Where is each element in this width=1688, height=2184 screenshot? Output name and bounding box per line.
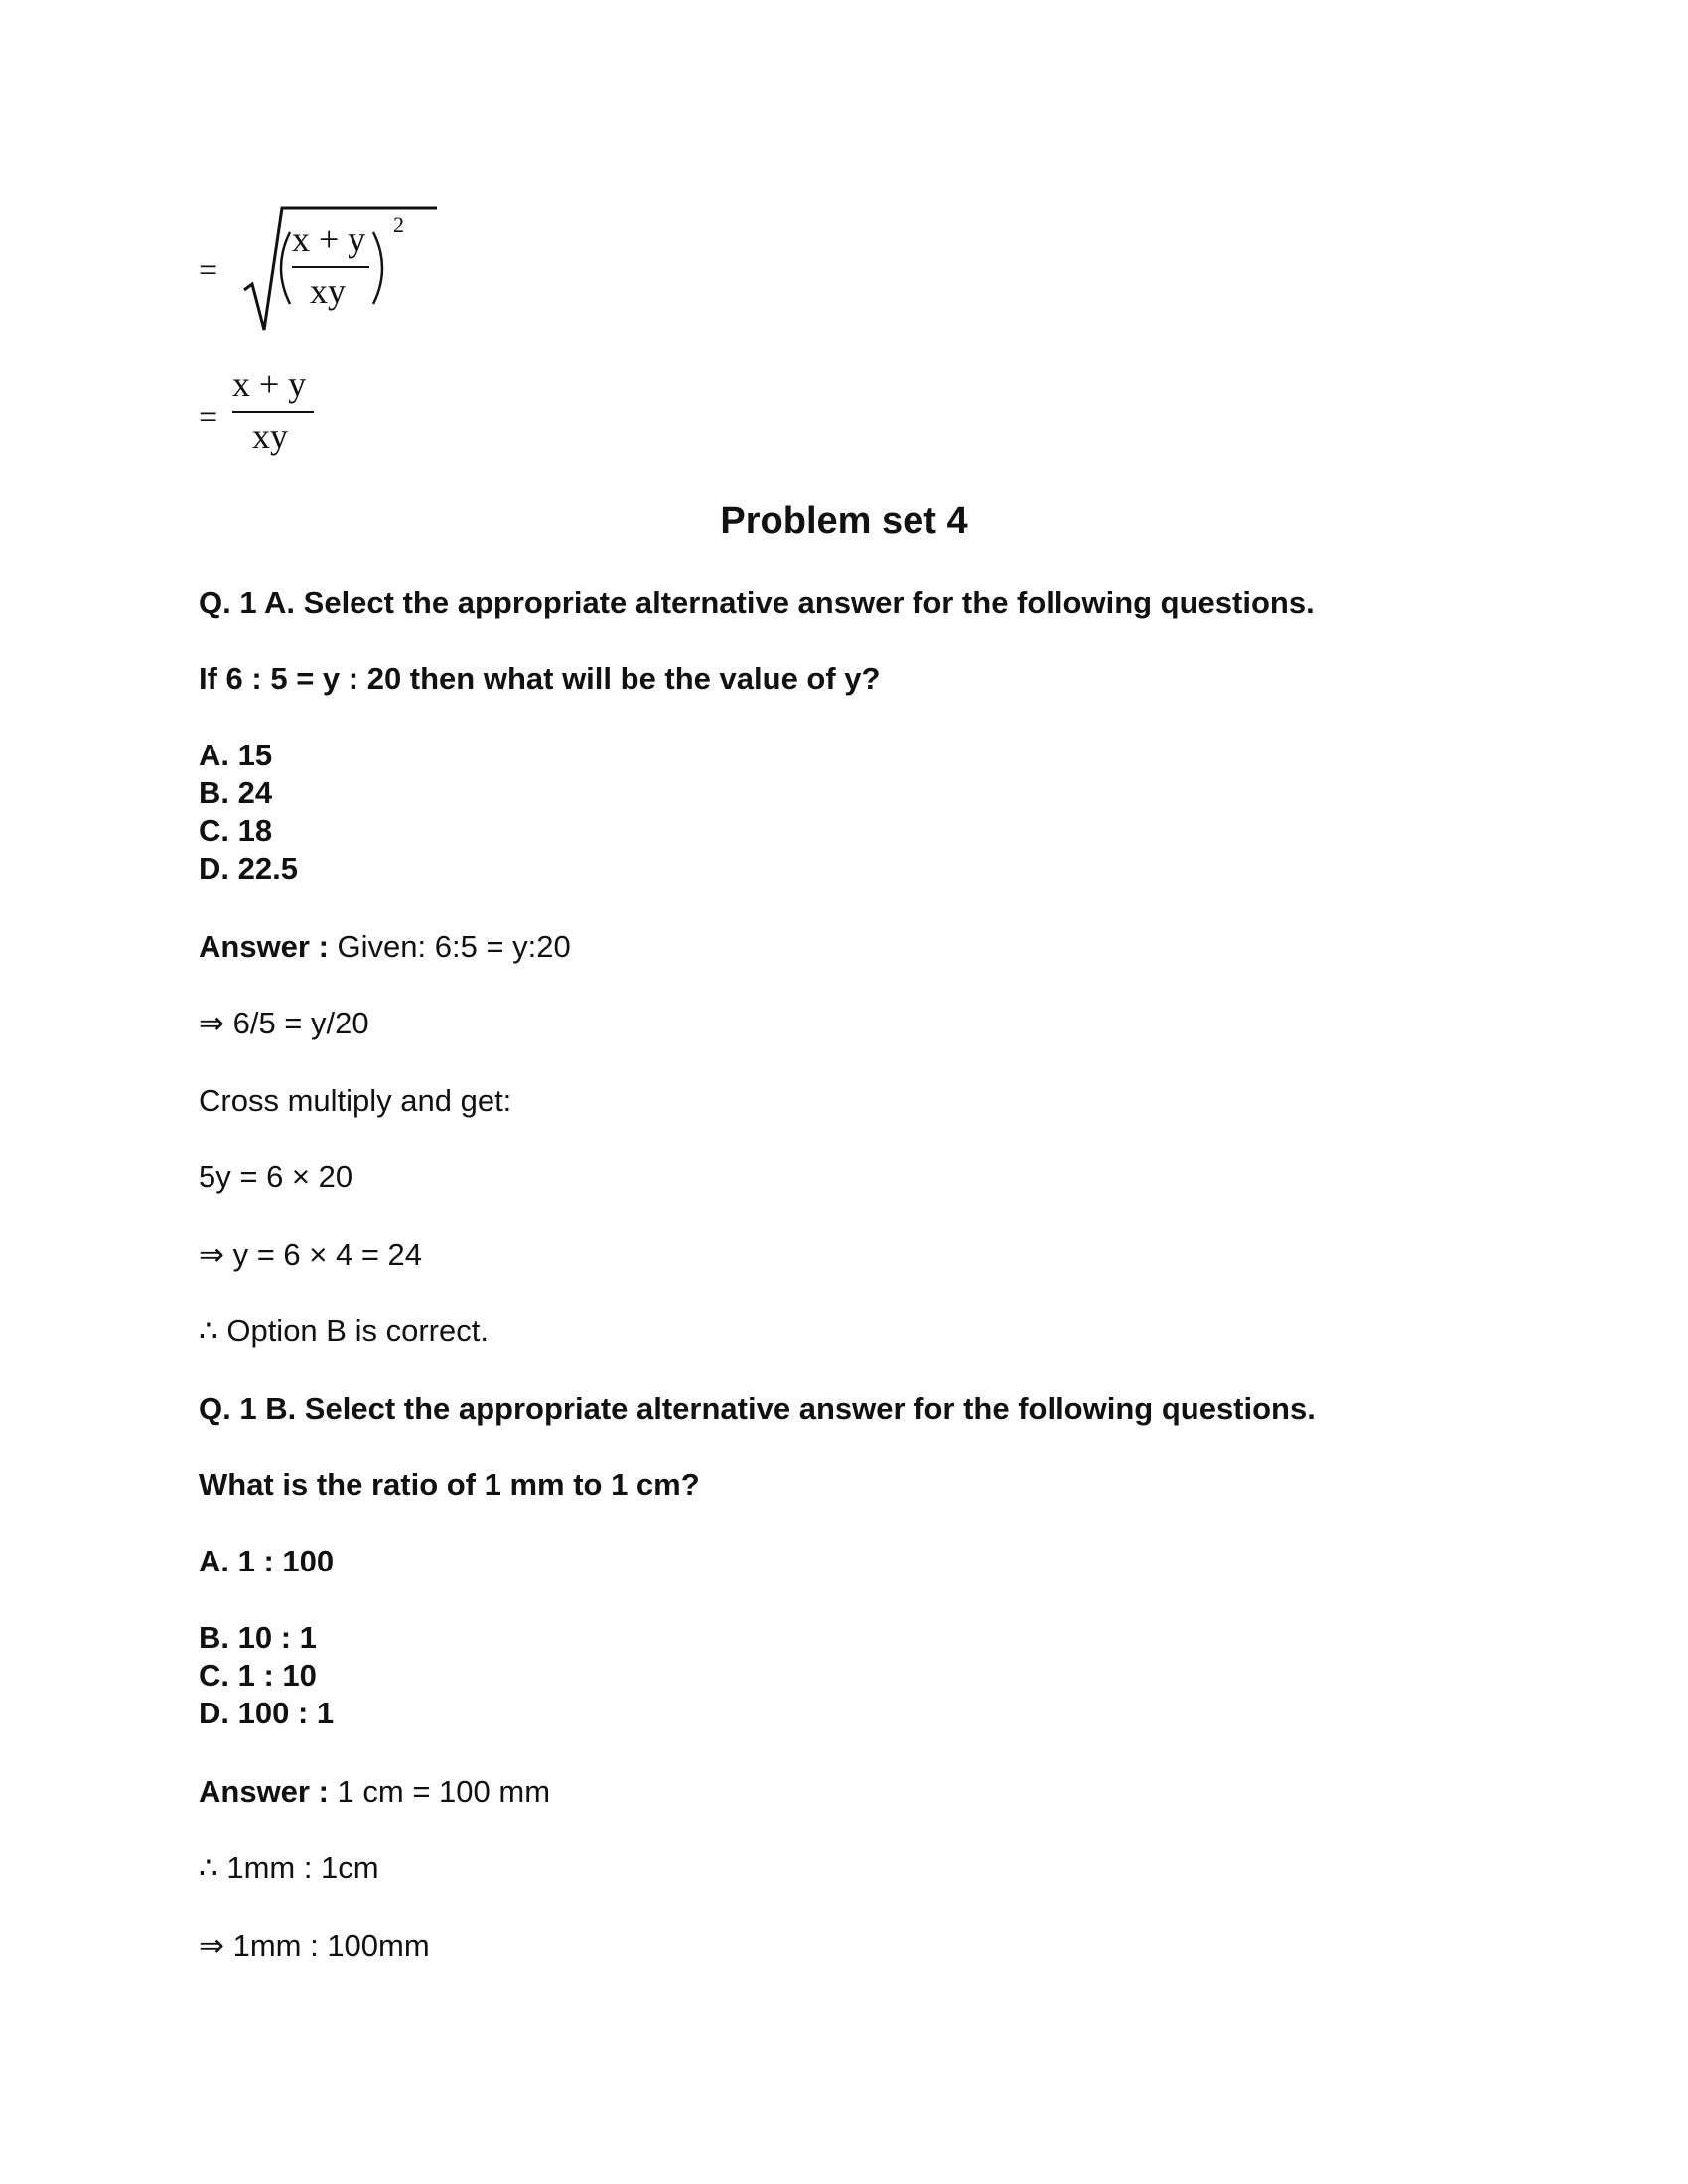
q1b-question: What is the ratio of 1 mm to 1 cm? — [199, 1467, 700, 1502]
option-c: C. 1 : 10 — [199, 1658, 317, 1693]
exponent: 2 — [393, 212, 404, 237]
q1a-step-4: ⇒ y = 6 × 4 = 24 — [199, 1237, 423, 1272]
answer-label: Answer : — [199, 929, 329, 964]
q1a-heading: Q. 1 A. Select the appropriate alternative answer for the following questions. — [199, 585, 1315, 619]
fraction-bar — [292, 266, 369, 268]
option-b: B. 24 — [199, 775, 273, 810]
q1b-heading: Q. 1 B. Select the appropriate alternative answer for the following questions. — [199, 1391, 1316, 1426]
equals-sign: = — [199, 399, 218, 436]
q1a-step-1: ⇒ 6/5 = y/20 — [199, 1006, 369, 1040]
equation-sqrt-squared — [195, 199, 433, 338]
option-a: A. 1 : 100 — [199, 1544, 335, 1578]
fraction-numerator: x + y — [232, 364, 307, 404]
fraction-denominator: xy — [310, 271, 346, 311]
q1a-question: If 6 : 5 = y : 20 then what will be the value of y? — [199, 661, 881, 696]
q1a-answer — [199, 928, 571, 966]
option-d: D. 100 : 1 — [199, 1696, 335, 1730]
equation-fraction — [195, 365, 353, 465]
option-d: D. 22.5 — [199, 851, 298, 886]
q1b-step-2: ⇒ 1mm : 100mm — [199, 1928, 430, 1963]
q1a-step-3: 5y = 6 × 20 — [199, 1160, 353, 1194]
right-paren-icon — [369, 228, 393, 308]
fraction-denominator: xy — [252, 416, 288, 456]
q1a-step-2: Cross multiply and get: — [199, 1083, 512, 1118]
fraction-bar — [232, 411, 314, 413]
answer-label: Answer : — [199, 1774, 329, 1809]
q1b-answer — [199, 1773, 550, 1811]
equals-sign: = — [199, 252, 218, 289]
answer-text: Given: 6:5 = y:20 — [328, 929, 571, 964]
q1b-options — [199, 1619, 334, 1732]
left-paren-icon — [270, 228, 294, 308]
fraction-numerator: x + y — [292, 219, 366, 259]
answer-text: 1 cm = 100 mm — [328, 1774, 551, 1809]
section-title: Problem set 4 — [720, 500, 968, 542]
q1a-step-5: ∴ Option B is correct. — [199, 1313, 489, 1348]
option-c: C. 18 — [199, 813, 273, 848]
q1b-step-1: ∴ 1mm : 1cm — [199, 1850, 379, 1885]
q1a-options — [199, 737, 298, 887]
option-b: B. 10 : 1 — [199, 1620, 317, 1655]
option-a: A. 15 — [199, 738, 273, 772]
